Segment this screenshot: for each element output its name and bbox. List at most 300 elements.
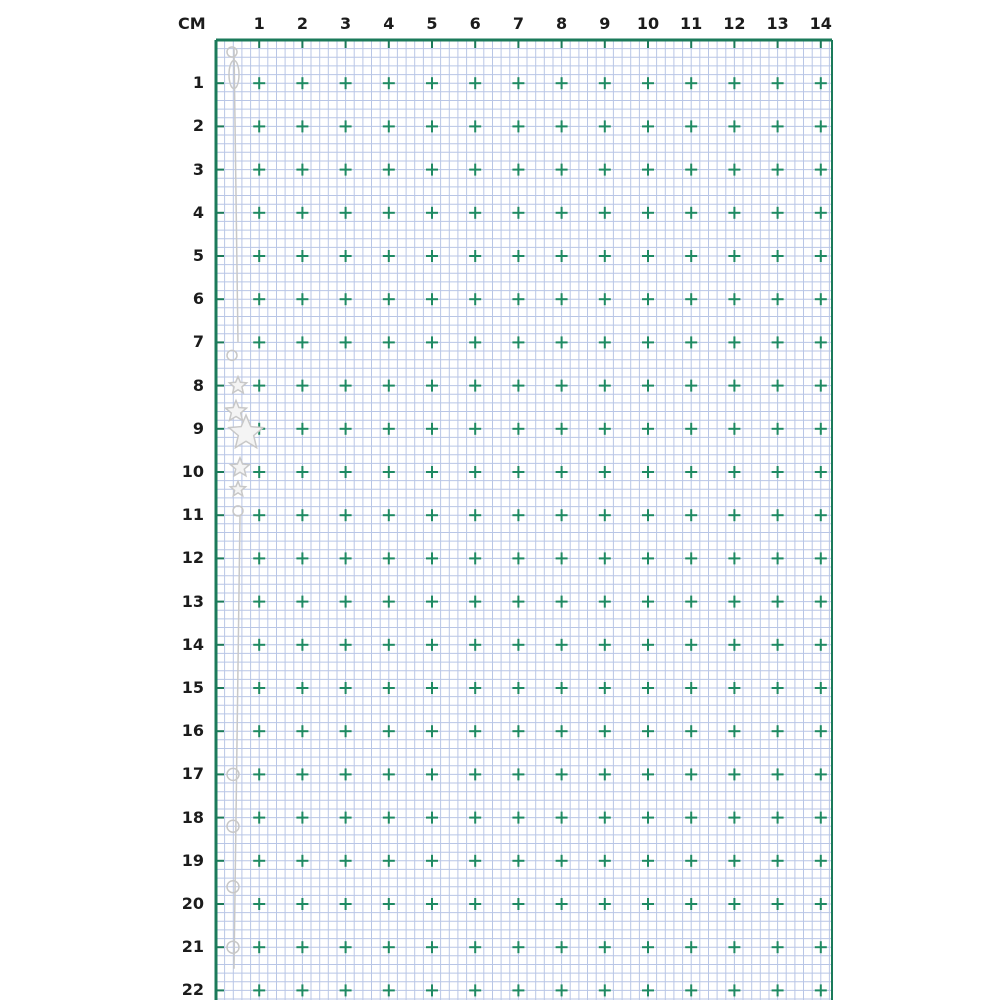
cross-mark — [642, 423, 654, 435]
cross-mark — [512, 293, 524, 305]
cross-mark — [728, 509, 740, 521]
cross-mark — [556, 984, 568, 996]
cross-mark — [383, 423, 395, 435]
cross-mark — [642, 898, 654, 910]
cross-mark — [469, 77, 481, 89]
x-tick-label: 14 — [809, 14, 832, 33]
cross-mark — [383, 77, 395, 89]
x-tick-label: 7 — [512, 14, 524, 33]
y-tick-label: 22 — [181, 980, 204, 1000]
cross-mark — [253, 293, 265, 305]
cross-mark — [642, 466, 654, 478]
x-tick-label: 13 — [766, 14, 789, 33]
cross-mark — [383, 725, 395, 737]
cross-mark — [296, 725, 308, 737]
cross-mark — [426, 812, 438, 824]
cross-mark — [556, 380, 568, 392]
cross-mark — [728, 423, 740, 435]
cross-mark — [599, 855, 611, 867]
y-tick-label: 12 — [181, 548, 204, 568]
cross-mark — [815, 812, 827, 824]
cross-mark — [642, 812, 654, 824]
cross-mark — [296, 812, 308, 824]
cross-mark — [685, 293, 697, 305]
cross-mark — [599, 466, 611, 478]
cross-mark — [512, 250, 524, 262]
cross-mark — [685, 898, 697, 910]
cross-mark — [383, 466, 395, 478]
cross-mark — [599, 207, 611, 219]
cross-mark — [642, 77, 654, 89]
cross-mark — [599, 682, 611, 694]
cross-mark — [556, 768, 568, 780]
cross-mark — [772, 639, 784, 651]
cross-mark — [642, 941, 654, 953]
cross-mark — [556, 898, 568, 910]
cross-mark — [599, 336, 611, 348]
cross-mark — [426, 682, 438, 694]
cross-mark — [296, 336, 308, 348]
cross-mark — [253, 812, 265, 824]
y-tick-label: 10 — [181, 462, 204, 481]
cross-mark — [728, 725, 740, 737]
cross-mark — [685, 466, 697, 478]
cross-mark — [815, 682, 827, 694]
cross-mark — [253, 898, 265, 910]
cross-mark — [772, 596, 784, 608]
cross-mark — [512, 941, 524, 953]
cross-mark — [469, 250, 481, 262]
cross-mark — [469, 984, 481, 996]
cross-mark — [685, 639, 697, 651]
x-tick-label: 8 — [556, 14, 568, 33]
cross-mark — [253, 941, 265, 953]
cross-mark — [426, 250, 438, 262]
cross-mark — [728, 596, 740, 608]
cross-mark — [599, 639, 611, 651]
cross-mark — [340, 682, 352, 694]
y-tick-label: 21 — [181, 937, 204, 957]
cross-mark — [556, 77, 568, 89]
cross-mark — [296, 855, 308, 867]
cross-mark — [512, 423, 524, 435]
cross-mark — [599, 552, 611, 564]
cross-mark — [728, 898, 740, 910]
cross-mark — [772, 682, 784, 694]
cross-mark — [253, 164, 265, 176]
x-tick-label: 11 — [680, 14, 703, 33]
cross-mark — [253, 207, 265, 219]
cross-mark — [469, 207, 481, 219]
cross-mark — [772, 293, 784, 305]
cross-mark — [556, 682, 568, 694]
cross-mark — [685, 423, 697, 435]
cross-mark — [296, 77, 308, 89]
cross-mark — [296, 552, 308, 564]
cross-mark — [815, 768, 827, 780]
y-tick-label: 6 — [192, 289, 204, 309]
cross-mark — [685, 855, 697, 867]
cross-mark — [512, 509, 524, 521]
cross-mark — [642, 984, 654, 996]
cross-mark — [512, 164, 524, 176]
cross-mark — [599, 941, 611, 953]
chain-ring — [227, 350, 237, 360]
cross-mark — [642, 855, 654, 867]
cross-mark — [469, 509, 481, 521]
cross-mark — [772, 423, 784, 435]
cross-mark — [512, 898, 524, 910]
cross-mark — [772, 77, 784, 89]
cross-mark — [253, 984, 265, 996]
cross-mark — [599, 77, 611, 89]
cross-mark — [512, 466, 524, 478]
cross-mark — [512, 984, 524, 996]
cross-mark — [296, 984, 308, 996]
cross-mark — [556, 250, 568, 262]
cross-mark — [383, 812, 395, 824]
cross-mark — [728, 250, 740, 262]
cross-mark — [685, 552, 697, 564]
cross-mark — [383, 250, 395, 262]
x-tick-label: 5 — [426, 14, 438, 33]
cross-mark — [512, 120, 524, 132]
cross-mark — [340, 293, 352, 305]
cross-mark — [296, 466, 308, 478]
cross-mark — [815, 77, 827, 89]
cross-mark — [383, 941, 395, 953]
cross-mark — [469, 336, 481, 348]
x-tick-label: 4 — [383, 14, 395, 33]
cross-mark — [772, 984, 784, 996]
cross-mark — [340, 552, 352, 564]
cross-mark — [815, 898, 827, 910]
cross-marks — [253, 77, 827, 996]
y-tick-label: 8 — [192, 375, 204, 395]
cross-mark — [340, 164, 352, 176]
cross-mark — [728, 682, 740, 694]
cross-mark — [815, 725, 827, 737]
cross-mark — [772, 768, 784, 780]
cross-mark — [556, 423, 568, 435]
cross-mark — [642, 120, 654, 132]
cross-mark — [815, 293, 827, 305]
cross-mark — [426, 855, 438, 867]
cross-mark — [296, 509, 308, 521]
cross-mark — [340, 812, 352, 824]
cross-mark — [340, 509, 352, 521]
cross-mark — [426, 120, 438, 132]
cross-mark — [556, 120, 568, 132]
cross-mark — [772, 855, 784, 867]
cross-mark — [469, 725, 481, 737]
cross-mark — [642, 768, 654, 780]
cross-mark — [469, 768, 481, 780]
cross-mark — [383, 768, 395, 780]
cross-mark — [556, 466, 568, 478]
cross-mark — [253, 336, 265, 348]
y-tick-label: 16 — [181, 721, 204, 741]
cross-mark — [296, 164, 308, 176]
cross-mark — [642, 725, 654, 737]
cross-mark — [815, 466, 827, 478]
cross-mark — [815, 164, 827, 176]
cross-mark — [685, 509, 697, 521]
cross-mark — [815, 509, 827, 521]
cross-mark — [296, 120, 308, 132]
cross-mark — [340, 941, 352, 953]
x-tick-label: 12 — [723, 14, 746, 33]
cross-mark — [728, 164, 740, 176]
cross-mark — [469, 682, 481, 694]
cross-mark — [556, 725, 568, 737]
cross-mark — [728, 77, 740, 89]
cross-mark — [512, 682, 524, 694]
unit-label: CM — [178, 14, 206, 33]
cross-mark — [728, 552, 740, 564]
cross-mark — [815, 596, 827, 608]
cross-mark — [728, 941, 740, 953]
cross-mark — [685, 768, 697, 780]
cross-mark — [728, 466, 740, 478]
cross-mark — [469, 380, 481, 392]
x-tick-label: 10 — [636, 14, 660, 33]
cross-mark — [340, 466, 352, 478]
y-tick-label: 19 — [181, 850, 204, 870]
cross-mark — [599, 509, 611, 521]
cross-mark — [383, 293, 395, 305]
cross-mark — [772, 509, 784, 521]
cross-mark — [772, 941, 784, 953]
cross-mark — [340, 423, 352, 435]
y-tick-label: 17 — [181, 764, 204, 784]
cross-mark — [426, 725, 438, 737]
cross-mark — [642, 207, 654, 219]
cross-mark — [685, 596, 697, 608]
cross-mark — [469, 164, 481, 176]
cross-mark — [469, 898, 481, 910]
cross-mark — [599, 250, 611, 262]
cross-mark — [685, 120, 697, 132]
cross-mark — [815, 552, 827, 564]
cross-mark — [642, 336, 654, 348]
cross-mark — [599, 293, 611, 305]
cross-mark — [426, 941, 438, 953]
cross-mark — [599, 380, 611, 392]
cross-mark — [728, 207, 740, 219]
y-tick-label: 4 — [192, 202, 204, 222]
cross-mark — [253, 509, 265, 521]
cross-mark — [815, 207, 827, 219]
cross-mark — [556, 552, 568, 564]
cross-mark — [512, 855, 524, 867]
cross-mark — [642, 250, 654, 262]
cross-mark — [815, 250, 827, 262]
cross-mark — [383, 898, 395, 910]
y-tick-label: 7 — [192, 332, 204, 352]
cross-mark — [556, 596, 568, 608]
cross-mark — [772, 336, 784, 348]
cross-mark — [426, 336, 438, 348]
cross-mark — [772, 380, 784, 392]
cross-mark — [772, 552, 784, 564]
cross-mark — [512, 639, 524, 651]
cross-mark — [426, 596, 438, 608]
cross-mark — [772, 466, 784, 478]
bracelet — [226, 47, 264, 969]
cross-mark — [599, 812, 611, 824]
x-tick-label: 1 — [253, 14, 265, 33]
cross-mark — [685, 941, 697, 953]
cross-mark — [815, 855, 827, 867]
cross-mark — [642, 509, 654, 521]
cross-mark — [340, 768, 352, 780]
cross-mark — [512, 596, 524, 608]
cross-mark — [296, 768, 308, 780]
y-tick-label: 9 — [192, 418, 204, 438]
cross-mark — [469, 552, 481, 564]
cross-mark — [685, 250, 697, 262]
cross-mark — [772, 812, 784, 824]
cross-mark — [685, 725, 697, 737]
cross-mark — [340, 596, 352, 608]
cross-mark — [340, 984, 352, 996]
cross-mark — [296, 423, 308, 435]
cross-mark — [383, 552, 395, 564]
cross-mark — [469, 812, 481, 824]
cross-mark — [512, 552, 524, 564]
cross-mark — [296, 639, 308, 651]
cross-mark — [383, 984, 395, 996]
cross-mark — [642, 380, 654, 392]
cross-mark — [642, 596, 654, 608]
cross-mark — [340, 336, 352, 348]
cross-mark — [426, 207, 438, 219]
cross-mark — [383, 207, 395, 219]
cross-mark — [685, 682, 697, 694]
cross-mark — [556, 164, 568, 176]
cross-mark — [728, 380, 740, 392]
cross-mark — [728, 120, 740, 132]
cross-mark — [685, 336, 697, 348]
cross-mark — [469, 466, 481, 478]
cross-mark — [512, 812, 524, 824]
cross-mark — [296, 596, 308, 608]
y-tick-label: 14 — [181, 634, 204, 654]
cross-mark — [296, 380, 308, 392]
cross-mark — [772, 898, 784, 910]
cross-mark — [772, 164, 784, 176]
cross-mark — [340, 898, 352, 910]
cross-mark — [469, 423, 481, 435]
cross-mark — [599, 164, 611, 176]
cross-mark — [728, 768, 740, 780]
grid-lines — [216, 40, 832, 1000]
cross-mark — [426, 552, 438, 564]
cross-mark — [253, 250, 265, 262]
cross-mark — [728, 336, 740, 348]
cross-mark — [685, 207, 697, 219]
cross-mark — [426, 639, 438, 651]
star-charm — [229, 377, 246, 393]
x-tick-label: 9 — [599, 14, 611, 33]
cross-mark — [599, 120, 611, 132]
cross-mark — [426, 898, 438, 910]
cross-mark — [599, 984, 611, 996]
cross-mark — [469, 293, 481, 305]
cross-mark — [556, 941, 568, 953]
cross-mark — [469, 120, 481, 132]
cross-mark — [426, 984, 438, 996]
cross-mark — [383, 380, 395, 392]
cross-mark — [815, 639, 827, 651]
cross-mark — [253, 552, 265, 564]
cross-mark — [253, 768, 265, 780]
cross-mark — [512, 207, 524, 219]
cross-mark — [426, 164, 438, 176]
cross-mark — [426, 768, 438, 780]
cross-mark — [253, 596, 265, 608]
cross-mark — [253, 725, 265, 737]
cross-mark — [469, 596, 481, 608]
y-tick-label: 1 — [192, 73, 204, 93]
cross-mark — [599, 596, 611, 608]
y-tick-label: 3 — [192, 159, 204, 179]
cross-mark — [512, 77, 524, 89]
cross-mark — [815, 120, 827, 132]
cross-mark — [383, 120, 395, 132]
cross-mark — [253, 855, 265, 867]
x-tick-label: 3 — [340, 14, 352, 33]
cross-mark — [296, 250, 308, 262]
cross-mark — [815, 984, 827, 996]
cross-mark — [772, 207, 784, 219]
cross-mark — [772, 725, 784, 737]
cross-mark — [383, 509, 395, 521]
cross-mark — [426, 293, 438, 305]
cross-mark — [728, 984, 740, 996]
y-tick-label: 11 — [181, 505, 204, 525]
cross-mark — [340, 725, 352, 737]
cross-mark — [383, 855, 395, 867]
cross-mark — [599, 423, 611, 435]
cross-mark — [728, 293, 740, 305]
cross-mark — [642, 682, 654, 694]
cross-mark — [340, 639, 352, 651]
cross-mark — [383, 639, 395, 651]
cross-mark — [556, 336, 568, 348]
cross-mark — [512, 725, 524, 737]
cross-mark — [383, 596, 395, 608]
cross-mark — [772, 120, 784, 132]
cross-mark — [642, 293, 654, 305]
x-tick-label: 2 — [296, 14, 308, 33]
cross-mark — [599, 725, 611, 737]
cross-mark — [815, 941, 827, 953]
star-charm — [230, 481, 245, 496]
cross-mark — [253, 120, 265, 132]
cross-mark — [383, 682, 395, 694]
cross-mark — [340, 120, 352, 132]
cross-mark — [426, 423, 438, 435]
cross-mark — [512, 336, 524, 348]
y-tick-label: 2 — [192, 116, 204, 136]
cross-mark — [642, 164, 654, 176]
x-tick-label: 6 — [469, 14, 481, 33]
cross-mark — [815, 380, 827, 392]
cross-mark — [556, 639, 568, 651]
cross-mark — [556, 293, 568, 305]
